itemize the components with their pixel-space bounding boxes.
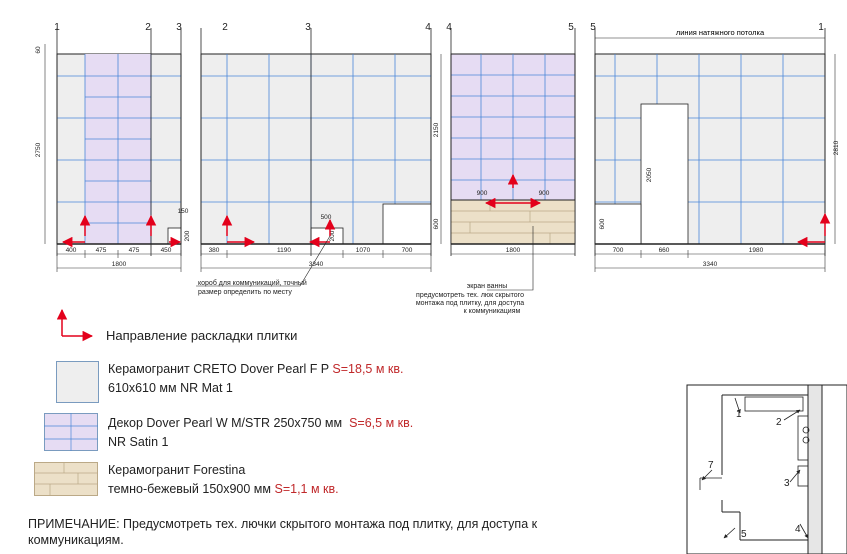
legend-item-decor [108,414,413,452]
dim-text: 1800 [505,247,521,254]
plan-label: 4 [795,524,801,535]
legend-item-subtitle: NR Satin 1 [108,435,169,449]
plan-label: 5 [741,529,747,540]
legend-item-title: Керамогранит CRETO Dover Pearl F P [108,362,329,376]
legend-item-title: Декор Dover Pearl W M/STR 250х750 мм [108,416,343,430]
dim-text: 60 [35,46,42,54]
plan-label: 2 [776,417,782,428]
dim-text: 600 [599,218,606,230]
legend-item-subtitle: 610х610 мм NR Mat 1 [108,381,233,395]
dim-text: 1800 [111,261,127,268]
screen-note: предусмотреть тех. люк скрытого [416,292,524,299]
dim-text: 900 [476,190,488,197]
legend-item-beige [108,461,339,499]
plan-label: 7 [708,460,714,471]
dim-text: 3340 [702,261,718,268]
wall-1-elevation [57,54,181,244]
dim-text: 2810 [833,140,840,156]
dim-text: 500 [320,214,332,221]
dim-text: 200 [184,230,191,242]
dim-text: 600 [433,218,440,230]
dim-text: 660 [658,247,670,254]
dim-text: 3340 [308,261,324,268]
note-text: ПРИМЕЧАНИЕ: Предусмотреть тех. лючки скрытого монтажа под плитку, для доступа к коммуникациям. [28,517,538,547]
legend-item-grey [108,360,404,398]
axis-label: 4 [446,22,452,33]
dim-text: 1070 [355,247,371,254]
wall-2-elevation [201,54,431,244]
legend-item-area: S=6,5 м кв. [349,416,414,430]
box-note: короб для коммуникаций, точный [198,280,307,287]
dim-text: 200 [329,230,336,242]
dim-text: 2050 [646,167,653,183]
dim-text: 150 [177,208,189,215]
axis-label: 5 [590,22,596,33]
swatch-beige [34,462,98,496]
axis-label: 4 [425,22,431,33]
wall-4-elevation [595,54,825,244]
dim-text: 700 [401,247,413,254]
axis-label: 3 [176,22,182,33]
axis-label: 2 [222,22,228,33]
legend-item-subtitle: темно-бежевый 150х900 мм [108,482,271,496]
axis-label: 2 [145,22,151,33]
axis-label: 5 [568,22,574,33]
axis-label: 1 [54,22,60,33]
dim-text: 700 [612,247,624,254]
dim-text: 1980 [748,247,764,254]
plan-label: 3 [784,478,790,489]
swatch-grey-tile [56,361,99,403]
legend-item-area: S=1,1 м кв. [274,482,339,496]
dim-text: 900 [538,190,550,197]
dim-text: 400 [65,247,77,254]
dim-text: 475 [128,247,140,254]
legend-item-area: S=18,5 м кв. [332,362,404,376]
wall-3-elevation [451,54,575,244]
legend-direction-label: Направление раскладки плитки [106,328,298,343]
box-note: размер определить по месту [198,289,292,296]
axis-label: 3 [305,22,311,33]
dim-text: 475 [95,247,107,254]
dim-text: 2150 [433,122,440,138]
screen-note: к коммуникациям [463,308,521,315]
legend-item-title: Керамогранит Forestina [108,463,246,477]
dim-text: 1190 [277,247,291,254]
dim-text: 450 [160,247,172,254]
direction-arrow-icon [62,310,92,336]
dim-text: 2750 [35,142,42,158]
plan-label: 1 [736,409,742,420]
ceiling-line-label: линия натяжного потолка [675,28,765,37]
axis-label: 1 [818,22,824,33]
screen-note: монтажа под плитку, для доступа [415,300,525,307]
swatch-decor [44,413,98,451]
screen-note: экран ванны [466,283,508,290]
dim-text: 380 [208,247,220,254]
